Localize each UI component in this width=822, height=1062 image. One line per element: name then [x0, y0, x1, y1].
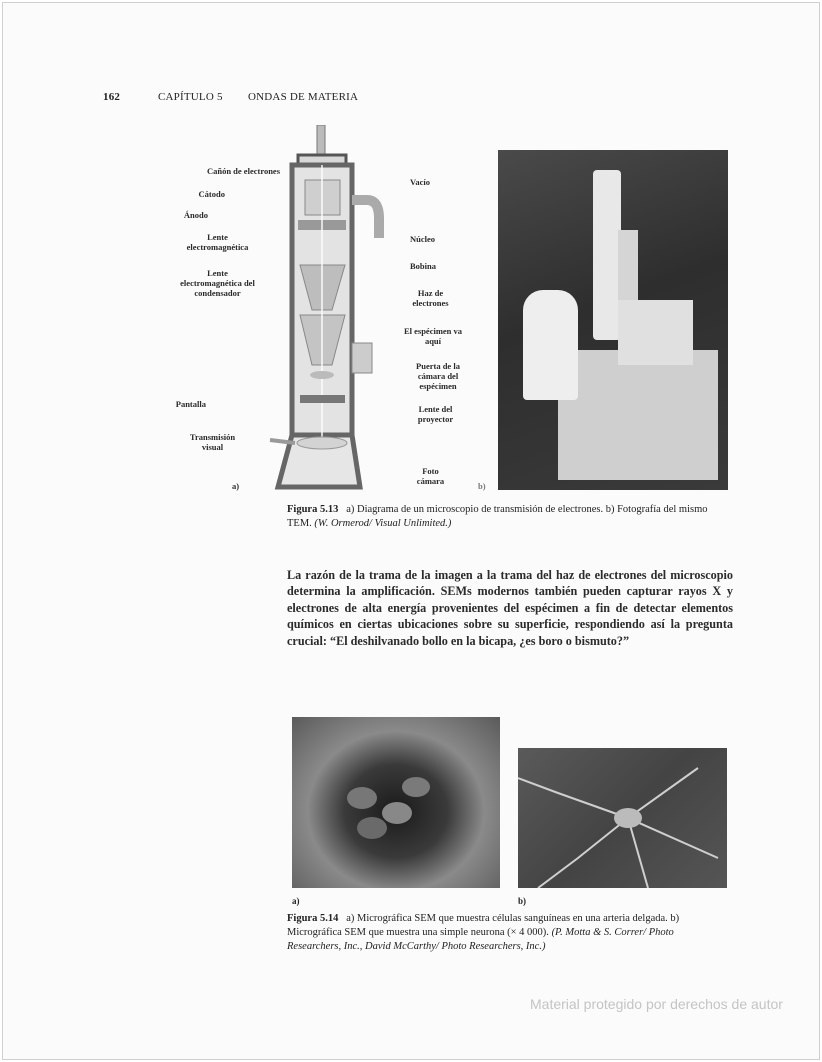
- caption-text: a) Diagrama de un microscopio de transmisión de electrones. b) Fotografía del mismo TEM.: [287, 504, 708, 529]
- label-anode: Ánodo: [183, 210, 208, 220]
- label-electron-gun: Cañón de electrones: [206, 166, 280, 176]
- label-photo-camera: Foto cámara: [416, 466, 445, 486]
- caption-text: a) Micrográfica SEM que muestra células sanguíneas en una arteria delgada. b) Micrográfica SEM que muestra una simple neurona (× 4 000).: [287, 913, 680, 938]
- figure-5-14-caption: [287, 912, 727, 954]
- label-projector-lens: Lente del proyector: [417, 404, 454, 424]
- panel-label-b: b): [478, 481, 486, 491]
- label-coil: Bobina: [410, 261, 436, 271]
- chapter-label: CAPÍTULO 5: [158, 91, 223, 103]
- caption-credit: (P. Motta & S. Correr/ Photo Researchers, Inc., David McCarthy/ Photo Researchers, Inc.): [287, 927, 674, 952]
- label-core: Núcleo: [410, 234, 436, 244]
- label-specimen: El espécimen va aquí: [403, 326, 463, 346]
- caption-credit: (W. Ormerod/ Visual Unlimited.): [314, 518, 452, 529]
- label-visual-transmission: Transmisión visual: [189, 432, 236, 452]
- body-paragraph: La razón de la trama de la imagen a la trama del haz de electrones del microscopio determina la amplificación. SEMs modernos también pueden capturar rayos X y electrones de alta energía provenientes del espécimen a fin de detectar elementos químicos en ciertas ubicaciones sobre su superficie, respondiendo así la pregunta crucial: “El deshilvanado bollo en la bicapa, ¿es boro o bismuto?”: [287, 568, 733, 648]
- label-electron-beam: Haz de electrones: [412, 288, 449, 308]
- panel-label-a: a): [232, 481, 240, 491]
- page-number: 162: [103, 91, 121, 103]
- sem-neuron-image: [518, 748, 727, 888]
- label-screen: Pantalla: [175, 399, 206, 409]
- tem-diagram: [250, 125, 410, 495]
- copyright-watermark: Material protegido por derechos de autor: [530, 996, 783, 1012]
- label-cathode: Cátodo: [198, 189, 225, 199]
- caption-label: Figura 5.14: [287, 913, 339, 924]
- panel-label-a-5-14: a): [292, 896, 300, 906]
- panel-label-b-5-14: b): [518, 896, 527, 906]
- tem-photo: [498, 150, 728, 490]
- chapter-title: ONDAS DE MATERIA: [248, 91, 359, 103]
- label-electromagnetic-lens: Lente electromagnética: [186, 232, 249, 252]
- label-specimen-door: Puerta de la cámara del espécimen: [416, 361, 460, 391]
- label-condenser-lens: Lente electromagnética del condensador: [180, 268, 255, 298]
- figure-5-13-caption: [287, 503, 727, 531]
- sem-blood-cells-image: [292, 717, 500, 888]
- caption-label: Figura 5.13: [287, 504, 339, 515]
- label-vacuum: Vacío: [410, 177, 430, 187]
